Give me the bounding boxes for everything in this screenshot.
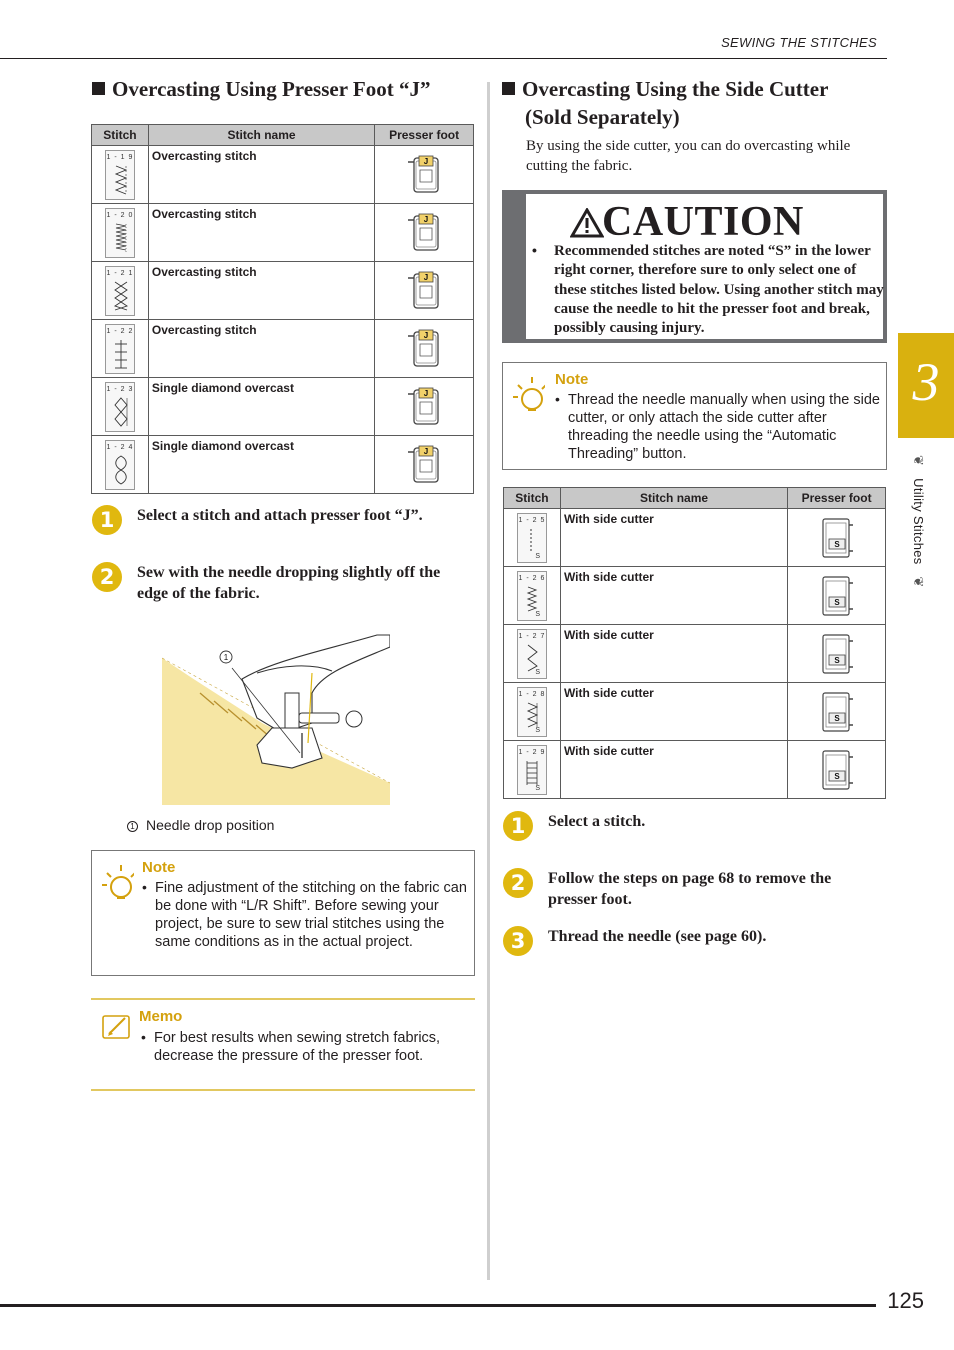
note-title: Note — [555, 371, 589, 388]
table-row — [92, 320, 474, 378]
page-number: 125 — [887, 1288, 924, 1313]
step-number-badge: 1 — [503, 811, 533, 841]
step-text: Select a stitch and attach presser foot “J”. — [137, 507, 423, 524]
svg-text:S: S — [833, 714, 840, 723]
table-header-row — [504, 488, 886, 509]
stitch-name: Overcasting stitch — [148, 262, 374, 320]
note-text: Fine adjustment of the stitching on the fabric can be done with “L/R Shift”. Before sewing your project, be sure to sew trial stitches using the same conditions as in the actual project. — [155, 880, 467, 950]
note-title: Note — [142, 859, 176, 876]
svg-text:J: J — [423, 273, 429, 282]
stitch-name: Single diamond overcast — [148, 378, 374, 436]
step-3-right — [503, 926, 883, 958]
table-row — [92, 204, 474, 262]
stitch-pattern-icon: 1 - 2 5 S — [517, 513, 547, 563]
ornament-icon: ❦ — [911, 576, 926, 588]
bullet-icon: • — [141, 1029, 146, 1045]
side-cutter-foot-icon — [819, 749, 855, 791]
table-row — [92, 146, 474, 204]
svg-text:J: J — [423, 447, 429, 456]
caution-title: CAUTION — [602, 199, 804, 245]
svg-text:S: S — [833, 772, 840, 781]
note-text: Thread the needle manually when using the side cutter, or only attach the side cutter after threading the needle using the “Automatic Threading” button. — [568, 392, 880, 462]
table-row — [504, 625, 886, 683]
stitch-pattern-icon: 1 - 2 9 S — [517, 745, 547, 795]
square-bullet-icon — [502, 82, 515, 95]
svg-text:S: S — [535, 553, 540, 559]
svg-text:S: S — [535, 785, 540, 791]
note-box-right — [502, 362, 887, 470]
step-text: Sew with the needle dropping slightly off the edge of the fabric. — [137, 564, 441, 602]
chapter-tab[interactable] — [898, 333, 954, 438]
memo-title: Memo — [139, 1008, 183, 1025]
illustration-caption: 1 Needle drop position — [127, 817, 274, 833]
svg-text:1: 1 — [223, 653, 229, 662]
presser-foot-j-icon — [406, 328, 442, 370]
bullet-icon: • — [555, 391, 560, 407]
square-bullet-icon — [92, 82, 105, 95]
svg-text:S: S — [833, 598, 840, 607]
side-section-label: ❦ Utility Stitches ❦ — [911, 455, 926, 588]
caution-text: Recommended stitches are noted “S” in the lower right corner, therefore sure to only select one of these stitches listed below. Using another stitch may cause the needle to hit the presser foot and break, possibly causing injury. — [554, 243, 884, 337]
table-row — [92, 378, 474, 436]
stitch-name: Overcasting stitch — [148, 204, 374, 262]
header-rule — [0, 58, 887, 59]
stitch-name: With side cutter — [560, 509, 787, 567]
stitch-table-j — [91, 124, 474, 494]
section-title-presser-foot-j: Overcasting Using Presser Foot “J” — [92, 75, 430, 103]
stitch-name: With side cutter — [560, 625, 787, 683]
presser-foot-j-icon — [406, 270, 442, 312]
step-1-right — [503, 811, 883, 843]
svg-text:J: J — [423, 157, 429, 166]
callout-number: 1 — [127, 821, 138, 832]
memo-box — [91, 998, 475, 1091]
table-row — [504, 567, 886, 625]
warning-triangle-icon — [570, 208, 604, 238]
stitch-table-side-cutter — [503, 487, 886, 799]
table-row — [504, 509, 886, 567]
svg-text:S: S — [535, 727, 540, 733]
col-header-stitch: Stitch — [92, 125, 149, 146]
stitch-pattern-icon: 1 - 2 1 — [105, 266, 135, 316]
svg-text:J: J — [423, 215, 429, 224]
stitch-pattern-icon: 1 - 2 4 — [105, 440, 135, 490]
step-text: Select a stitch. — [548, 813, 646, 830]
memo-text: For best results when sewing stretch fabrics, decrease the pressure of the presser foot. — [154, 1030, 441, 1064]
presser-foot-j-icon — [406, 386, 442, 428]
step-number-badge: 3 — [503, 926, 533, 956]
table-row — [92, 436, 474, 494]
section-title-side-cutter: Overcasting Using the Side Cutter (Sold Separately) — [502, 75, 882, 131]
chapter-number: 3 — [912, 352, 940, 412]
table-row — [92, 262, 474, 320]
ornament-icon: ❦ — [911, 455, 926, 467]
step-2-right — [503, 868, 883, 912]
svg-text:S: S — [833, 656, 840, 665]
bullet-icon: • — [142, 879, 147, 895]
table-header-row — [92, 125, 474, 146]
bullet-icon: • — [532, 242, 537, 258]
svg-text:J: J — [423, 331, 429, 340]
stitch-pattern-icon: 1 - 2 0 — [105, 208, 135, 258]
stitch-name: With side cutter — [560, 567, 787, 625]
side-cutter-foot-icon — [819, 691, 855, 733]
side-cutter-foot-icon — [819, 633, 855, 675]
lightbulb-icon — [513, 375, 545, 417]
lightbulb-icon — [102, 863, 134, 905]
stitch-name: Overcasting stitch — [148, 320, 374, 378]
svg-text:S: S — [833, 540, 840, 549]
stitch-pattern-icon: 1 - 2 3 — [105, 382, 135, 432]
stitch-pattern-icon: 1 - 2 8 S — [517, 687, 547, 737]
stitch-name: Single diamond overcast — [148, 436, 374, 494]
stitch-pattern-icon: 1 - 1 9 — [105, 150, 135, 200]
intro-text: By using the side cutter, you can do overcasting while cutting the fabric. — [526, 138, 851, 174]
stitch-pattern-icon: 1 - 2 7 S — [517, 629, 547, 679]
stitch-name: With side cutter — [560, 683, 787, 741]
step-1-left — [92, 505, 472, 545]
side-cutter-foot-icon — [819, 517, 855, 559]
svg-text:J: J — [423, 389, 429, 398]
col-header-presser-foot: Presser foot — [788, 488, 886, 509]
step-number-badge: 2 — [92, 562, 122, 592]
svg-text:S: S — [535, 669, 540, 675]
step-number-badge: 1 — [92, 505, 122, 535]
svg-text:S: S — [535, 611, 540, 617]
step-text: Thread the needle (see page 60). — [548, 928, 767, 945]
step-2-left — [92, 562, 472, 612]
caution-box — [502, 190, 887, 343]
column-divider — [487, 82, 490, 1280]
stitch-pattern-icon: 1 - 2 2 — [105, 324, 135, 374]
presser-foot-j-icon — [406, 444, 442, 486]
table-row — [504, 741, 886, 799]
needle-drop-illustration — [162, 633, 390, 805]
stitch-pattern-icon: 1 - 2 6 S — [517, 571, 547, 621]
col-header-stitch-name: Stitch name — [560, 488, 787, 509]
step-number-badge: 2 — [503, 868, 533, 898]
presser-foot-j-icon — [406, 154, 442, 196]
running-header: SEWING THE STITCHES — [721, 35, 877, 50]
side-cutter-foot-icon — [819, 575, 855, 617]
col-header-stitch: Stitch — [504, 488, 561, 509]
stitch-name: Overcasting stitch — [148, 146, 374, 204]
note-box-left — [91, 850, 475, 976]
memo-pencil-icon — [101, 1012, 133, 1042]
presser-foot-j-icon — [406, 212, 442, 254]
col-header-presser-foot: Presser foot — [375, 125, 474, 146]
step-text: Follow the steps on page 68 to remove the presser foot. — [548, 870, 832, 908]
footer-rule — [0, 1304, 876, 1307]
stitch-name: With side cutter — [560, 741, 787, 799]
table-row — [504, 683, 886, 741]
col-header-stitch-name: Stitch name — [148, 125, 374, 146]
